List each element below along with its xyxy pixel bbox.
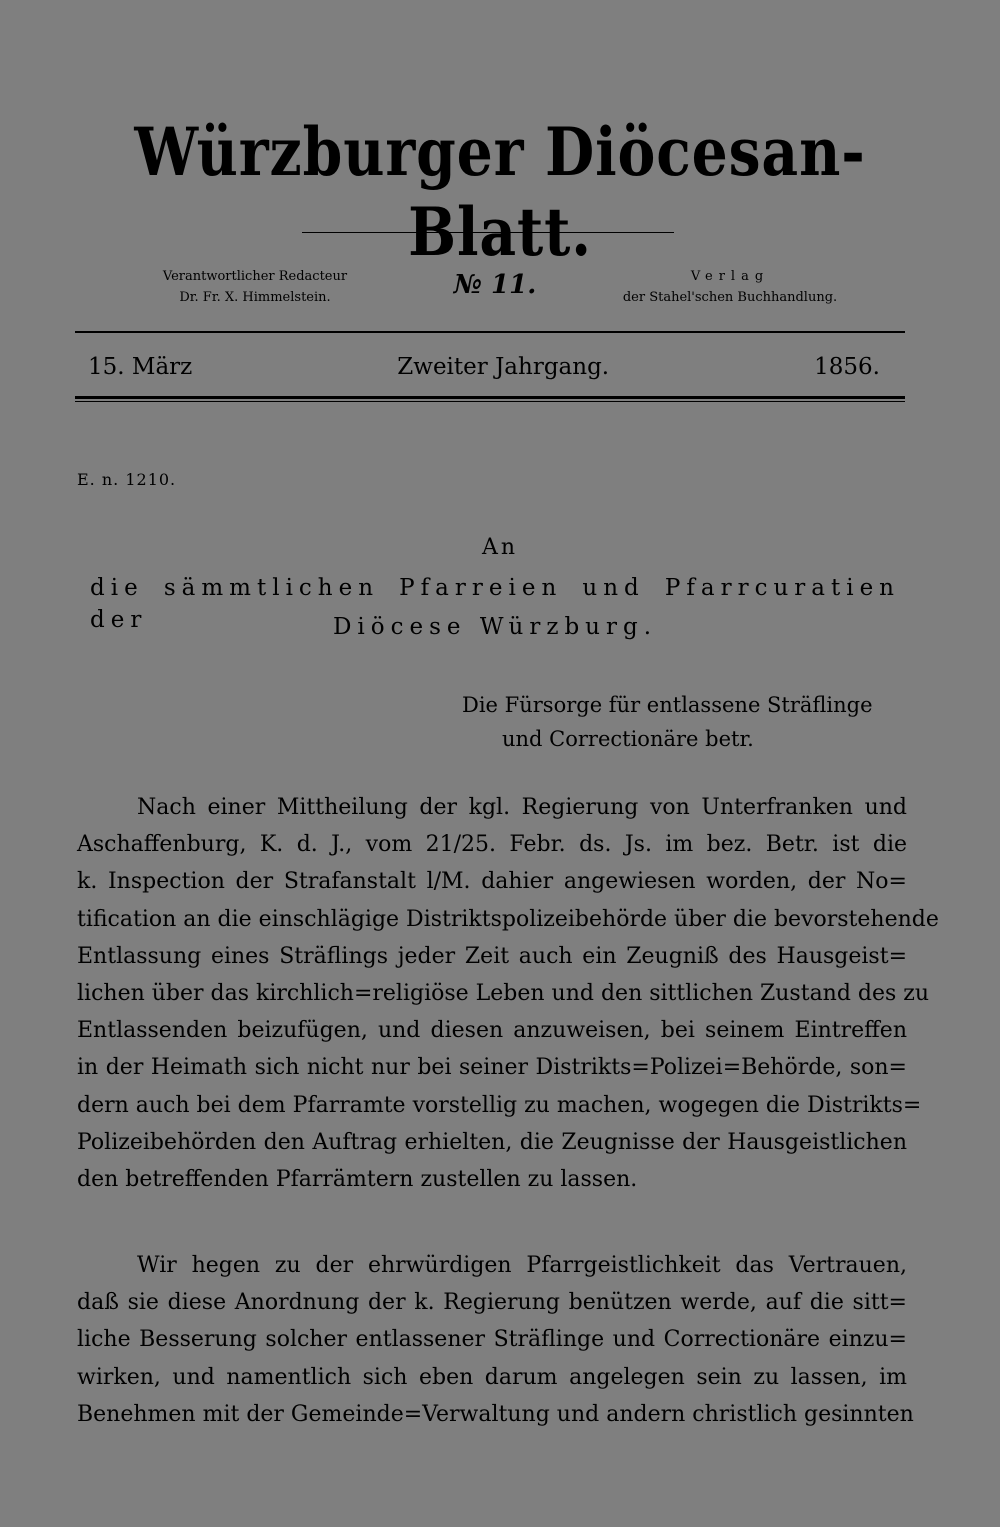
text-line: Aschaffenburg, K. d. J., vom 21/25. Febr. ds. Js. im bez. Betr. ist die: [77, 832, 907, 858]
text-line: wirken, und namentlich sich eben darum angelegen sein zu lassen, im: [77, 1364, 907, 1390]
subject-line-2: und Correctionäre betr.: [502, 727, 754, 751]
text-line: den betreffenden Pfarrämtern zustellen zu lassen.: [77, 1167, 638, 1193]
text-line: Polizeibehörden den Auftrag erhielten, die Zeugnisse der Hausgeistlichen: [77, 1129, 907, 1155]
text-line: liche Besserung solcher entlassener Sträflinge und Correctionäre einzu=: [77, 1327, 907, 1353]
text-line: Benehmen mit der Gemeinde=Verwaltung und andern christlich gesinnten: [77, 1401, 914, 1427]
header-rule-top: [75, 331, 905, 333]
text-line: Entlassung eines Sträflings jeder Zeit auch ein Zeugniß des Hausgeist=: [77, 943, 907, 969]
text-line: Wir hegen zu der ehrwürdigen Pfarrgeistlichkeit das Vertrauen,: [137, 1253, 907, 1278]
publisher-name: der Stahel'schen Buchhandlung.: [622, 290, 838, 305]
text-line: Nach einer Mittheilung der kgl. Regierung von Unterfranken und: [137, 795, 907, 820]
subject-block: [462, 688, 892, 756]
masthead-title: Würzburger Diöcesan-Blatt.: [134, 113, 866, 271]
issue-number: № 11.: [453, 270, 537, 300]
masthead-divider: [302, 232, 674, 233]
editor-credit: [150, 266, 360, 308]
text-line: k. Inspection der Strafanstalt l/M. dahier angewiesen worden, der No=: [77, 869, 907, 895]
publisher-label: Verlag: [690, 269, 770, 284]
subject-line-1: Die Fürsorge für entlassene Sträflinge: [462, 693, 873, 717]
body-paragraph-1: [77, 789, 939, 1198]
text-line: daß sie diese Anordnung der k. Regierung benützen werde, auf die sitt=: [77, 1290, 907, 1316]
address-diocese: Diöcese Würzburg.: [332, 614, 658, 640]
header-rule-bottom-thin: [75, 401, 905, 402]
text-line: tification an die einschlägige Distriktspolizeibehörde über die bevorstehende: [77, 906, 939, 932]
reference-number: E. n. 1210.: [77, 470, 177, 489]
text-line: Entlassenden beizufügen, und diesen anzuweisen, bei seinem Eintreffen: [77, 1018, 907, 1044]
text-line: in der Heimath sich nicht nur bei seiner Distrikts=Polizei=Behörde, son=: [77, 1055, 907, 1081]
issue-date: 15. März: [88, 354, 193, 380]
header-rule-bottom-thick: [75, 396, 905, 399]
issue-year: 1856.: [814, 354, 880, 380]
publisher-credit: [610, 266, 850, 308]
volume-label: Zweiter Jahrgang.: [397, 354, 610, 380]
text-line: lichen über das kirchlich=religiöse Leben und den sittlichen Zustand des zu: [77, 981, 930, 1007]
dateline: [88, 352, 880, 382]
body-paragraph-2: [77, 1247, 914, 1433]
text-line: dern auch bei dem Pfarramte vorstellig zu machen, wogegen die Distrikts=: [77, 1092, 922, 1118]
address-recipients: die sämmtlichen Pfarreien und Pfarrcuratien der: [90, 575, 900, 633]
editor-label: Verantwortlicher Redacteur: [162, 269, 348, 284]
address-to: An: [481, 535, 519, 560]
editor-name: Dr. Fr. X. Himmelstein.: [179, 290, 331, 305]
